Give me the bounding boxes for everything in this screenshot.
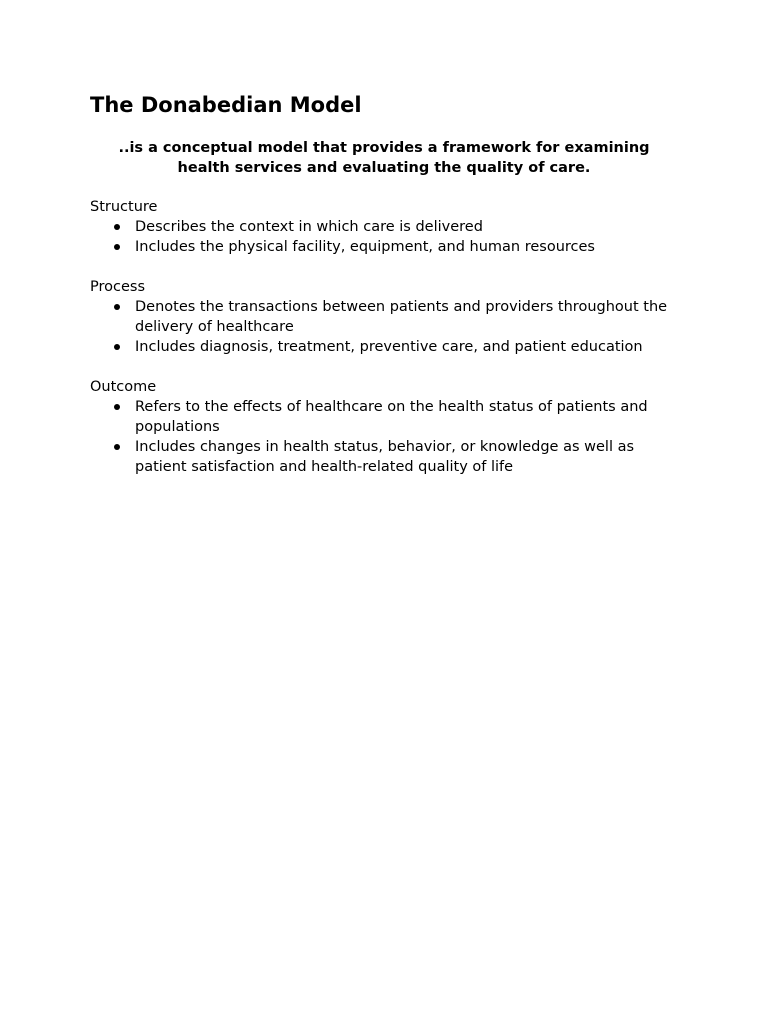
list-item-text: Describes the context in which care is delivered [135, 219, 483, 235]
bullet-icon [114, 224, 120, 230]
bullet-icon [114, 404, 120, 410]
list-item [90, 297, 690, 337]
list-item [90, 337, 690, 357]
section-outcome [90, 377, 690, 477]
section-structure [90, 197, 690, 257]
bullet-icon [114, 304, 120, 310]
section-heading: Structure [90, 199, 158, 215]
bullet-list [90, 297, 690, 357]
bullet-list [90, 217, 690, 257]
list-item-text: Denotes the transactions between patients and providers throughout the delivery of healthcare [135, 299, 668, 335]
list-item [90, 217, 690, 237]
bullet-icon [114, 344, 120, 350]
list-item-text: Includes diagnosis, treatment, preventive care, and patient education [135, 339, 643, 355]
list-item-text: Includes the physical facility, equipment, and human resources [135, 239, 595, 255]
list-item-text: Refers to the effects of healthcare on the health status of patients and populations [135, 399, 648, 435]
bullet-list [90, 397, 690, 477]
section-heading: Outcome [90, 379, 157, 395]
section-heading: Process [90, 279, 146, 295]
bullet-icon [114, 444, 120, 450]
list-item [90, 237, 690, 257]
section-process [90, 277, 690, 357]
bullet-icon [114, 244, 120, 250]
document-subtitle: ..is a conceptual model that provides a framework for examining health services and evaluating the quality of care. [118, 140, 650, 176]
list-item [90, 397, 690, 437]
list-item [90, 437, 690, 477]
list-item-text: Includes changes in health status, behavior, or knowledge as well as patient satisfaction and health-related quality of life [135, 439, 635, 475]
document-title: The Donabedian Model [90, 93, 362, 117]
